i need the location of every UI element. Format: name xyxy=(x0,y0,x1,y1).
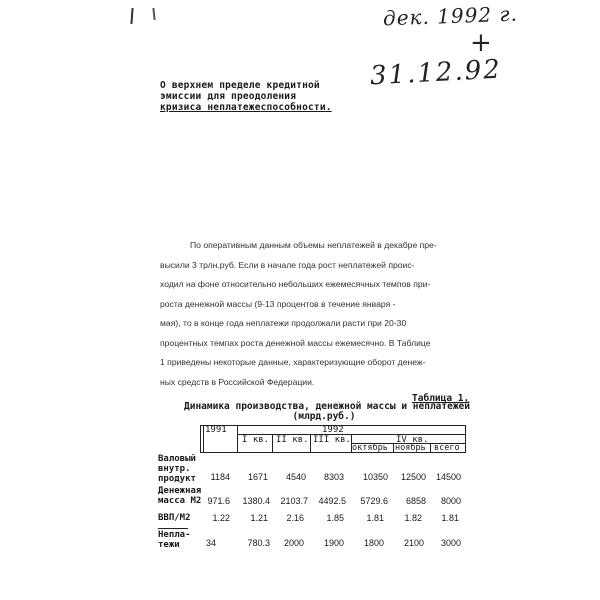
paragraph-line: ных средств в Российской Федерации. xyxy=(160,376,315,387)
table-rule xyxy=(200,452,466,453)
row-label-line: Непла- xyxy=(158,530,191,540)
table-cell: 2103.7 xyxy=(280,496,308,506)
table-cell: 1.85 xyxy=(326,513,344,523)
table-cell: 971.6 xyxy=(207,496,230,506)
title-line: О верхнем пределе кредитной xyxy=(160,80,320,91)
paragraph-line: роста денежной массы (9-13 процентов в течение января - xyxy=(160,298,396,309)
table-cell: 2100 xyxy=(403,538,424,548)
table-cell: 8303 xyxy=(323,472,344,482)
header-total: всего xyxy=(434,443,460,453)
row-label-line: Валовый xyxy=(158,454,196,464)
table-cell: 8000 xyxy=(440,496,461,506)
title-line: кризиса неплатежеспособности. xyxy=(160,102,332,113)
header-year-1992: 1992 xyxy=(322,425,344,435)
table-cell: 1184 xyxy=(210,472,230,482)
row-label-line: ВВП/М2 xyxy=(158,513,191,523)
table-cell: 1.81 xyxy=(441,513,459,523)
table-cell: 1.21 xyxy=(250,513,268,523)
table-rule xyxy=(237,425,238,452)
row-label-line: тежи xyxy=(158,540,180,550)
row-label-line: Денежная xyxy=(158,486,202,496)
table-cell: 780.3 xyxy=(247,538,270,548)
paragraph-line: высили 3 трлн.руб. Если в начале года рост неплатежей проис- xyxy=(160,259,415,270)
table-cell: 4540 xyxy=(285,472,306,482)
paragraph-line: ходил на фоне относительно небольших ежемесячных темпов при- xyxy=(160,279,431,289)
handwritten-stroke xyxy=(152,8,155,20)
row-label-line: продукт xyxy=(158,474,196,484)
header-quarter: II кв. xyxy=(276,435,309,445)
table-cell: 3000 xyxy=(440,538,461,548)
header-month: ноябрь xyxy=(395,443,426,453)
row-label-line: внутр. xyxy=(158,464,191,474)
header-quarter-iv: IV кв. xyxy=(396,435,429,445)
table-cell: 2.16 xyxy=(286,513,304,523)
table-rule xyxy=(272,434,273,452)
table-cell: 2000 xyxy=(283,538,304,548)
row-label xyxy=(158,454,196,484)
header-year-1991: 1991 xyxy=(205,425,227,435)
table-cell: 1800 xyxy=(363,538,384,548)
table-cell: 34 xyxy=(205,538,216,548)
header-quarter: III кв. xyxy=(313,435,351,445)
paragraph-line: По оперативным данным объемы неплатежей в декабре пре- xyxy=(190,240,437,250)
table-rule xyxy=(200,425,201,452)
table-title xyxy=(184,401,470,422)
row-label xyxy=(158,530,191,550)
row-label xyxy=(158,513,191,523)
row-label-line: масса М2 xyxy=(158,496,202,506)
table-rule xyxy=(158,528,188,529)
table-cell: 12500 xyxy=(400,472,426,482)
paragraph-line: процентных темпах роста денежной массы ежемесячно. В Таблице xyxy=(160,337,431,348)
paragraph-line: мая), то в конце года неплатежи продолжали расти при 20-30 xyxy=(160,318,407,328)
table-rule xyxy=(430,443,431,452)
table-caption: Таблица 1. xyxy=(412,393,470,404)
body-paragraph xyxy=(160,236,470,392)
table-title-line: Динамика производства, денежной массы и неплатежей xyxy=(184,401,470,412)
table-cell: 1.81 xyxy=(366,513,384,523)
title-line: эмиссии для преодоления xyxy=(160,91,297,102)
header-quarter: I кв. xyxy=(242,435,270,445)
handwritten-date-bottom: 31.12.92 xyxy=(369,54,503,92)
row-label xyxy=(158,486,201,506)
table-cell: 10350 xyxy=(362,472,388,482)
table-rule xyxy=(465,425,466,452)
table-cell: 1671 xyxy=(247,472,268,482)
table-rule xyxy=(203,425,204,452)
header-month: октябрь xyxy=(352,443,388,453)
table-cell: 1380.4 xyxy=(242,496,270,506)
table-rule xyxy=(393,443,394,452)
table-cell: 1.22 xyxy=(212,513,230,523)
paragraph-line: 1 приведены некоторые данные, характеризующие оборот денеж- xyxy=(160,357,426,367)
handwritten-cross: + xyxy=(470,28,492,58)
handwritten-stroke xyxy=(130,8,133,24)
table-cell: 1.82 xyxy=(404,513,422,523)
table-cell: 4492.5 xyxy=(318,496,346,506)
table-cell: 6858 xyxy=(405,496,426,506)
table-title-line: (млрд.руб.) xyxy=(292,411,356,422)
table-rule xyxy=(310,434,311,452)
handwritten-date-top: дек. 1992 г. xyxy=(382,1,519,31)
table-cell: 14500 xyxy=(435,472,461,482)
document-title xyxy=(160,80,332,113)
table-cell: 1900 xyxy=(323,538,344,548)
table-cell: 5729.6 xyxy=(360,496,388,506)
